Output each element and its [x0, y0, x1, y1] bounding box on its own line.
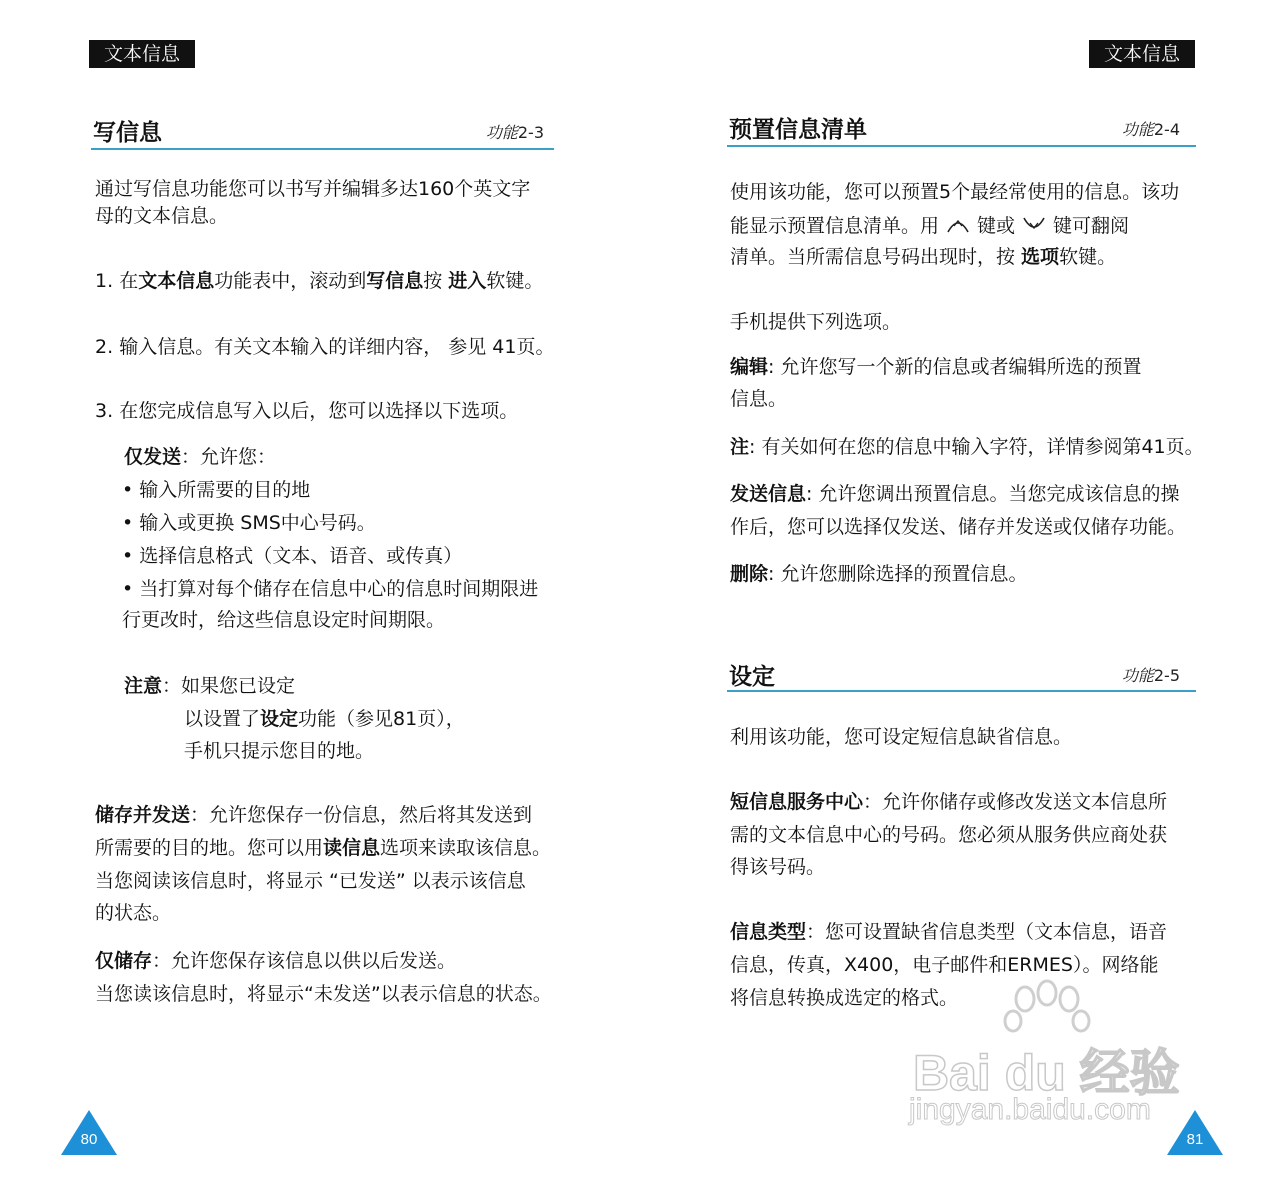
smsc-line-3: 得该号码。 — [730, 856, 826, 878]
options-intro: 手机提供下列选项。 — [730, 311, 902, 333]
intro-text: 清单。当所需信息号码出现时，按 — [730, 246, 1022, 268]
step-text: 软键。 — [486, 270, 544, 292]
intro-bold: 选项 — [1021, 246, 1060, 268]
send-only-bullet-1: • 输入所需要的目的地 — [122, 479, 311, 501]
note-line-3: 手机只提示您目的地。 — [184, 740, 375, 762]
send-only-bullet-4-cont: 行更改时，给这些信息设定时间期限。 — [122, 609, 446, 631]
delete-line — [730, 561, 1027, 587]
step-text: 在您完成信息写入以后，您可以选择以下选项。 — [119, 400, 519, 422]
intro-line-1: 通过写信息功能您可以书写并编辑多达160个英文字 — [95, 178, 531, 200]
step-bold: 进入 — [448, 270, 487, 292]
func-label: 功能 — [1121, 666, 1154, 685]
step-text: 功能表中，滚动到 — [214, 270, 367, 292]
store-send-line-4: 的状态。 — [95, 902, 172, 924]
watermark-url: jingyan.baidu.com — [909, 1093, 1151, 1126]
page-number-left: 80 — [80, 1131, 98, 1148]
send-only-bullet-2: • 输入或更换 SMS中心号码。 — [122, 512, 376, 534]
store-only-line-1 — [95, 948, 456, 974]
note-line-1 — [124, 673, 295, 699]
intro-text: 软键。 — [1059, 246, 1117, 268]
up-key-icon — [945, 212, 971, 238]
send-only-bullet-3: • 选择信息格式（文本、语音、或传真） — [122, 545, 463, 567]
note-text: ：如果您已设定 — [162, 675, 296, 697]
send-line-2: 作后，您可以选择仅发送、储存并发送或仅储存功能。 — [730, 516, 1187, 538]
delete-text: : 允许您删除选择的预置信息。 — [768, 563, 1028, 585]
send-line-1 — [730, 481, 1179, 507]
smsc-line-1 — [730, 789, 1167, 815]
store-send-text: ：允许您保存一份信息，然后将其发送到 — [190, 804, 533, 826]
store-send-bold: 读信息 — [323, 837, 381, 859]
edit-text: : 允许您写一个新的信息或者编辑所选的预置 — [768, 356, 1142, 378]
down-key-icon — [1021, 212, 1047, 238]
store-only-text: ：允许您保存该信息以供以后发送。 — [152, 950, 457, 972]
note-label: 注 — [730, 436, 750, 458]
step-text: 输入信息。有关文本输入的详细内容， 参见 41页。 — [119, 336, 555, 358]
intro-line-2: 母的文本信息。 — [95, 205, 229, 227]
send-label: 发送信息 — [730, 483, 807, 505]
send-only-desc: ：允许您： — [181, 446, 277, 468]
preset-intro-line-1: 使用该功能，您可以预置5个最经常使用的信息。该功 — [730, 181, 1180, 203]
func-label: 功能 — [485, 123, 518, 142]
preset-intro-line-3 — [730, 244, 1116, 270]
preset-intro-line-2 — [730, 212, 1129, 239]
delete-label: 删除 — [730, 563, 769, 585]
store-send-line-2 — [95, 835, 551, 861]
send-text: : 允许您调出预置信息。当您完成该信息的操 — [806, 483, 1180, 505]
section-title-write-message: 写信息 — [93, 120, 162, 146]
note-right — [730, 434, 1204, 460]
step-1 — [95, 268, 543, 294]
edit-label: 编辑 — [730, 356, 769, 378]
header-tag-right: 文本信息 — [1089, 40, 1195, 68]
step-number: 2. — [95, 336, 114, 358]
step-bold: 写信息 — [366, 270, 424, 292]
header-tag-left: 文本信息 — [89, 40, 195, 68]
function-number-2-3 — [440, 120, 544, 143]
note-label: 注意 — [124, 675, 163, 697]
msg-type-line-1 — [730, 919, 1167, 945]
smsc-text: ：允许你储存或修改发送文本信息所 — [863, 791, 1168, 813]
send-only-label: 仅发送 — [124, 446, 182, 468]
msg-type-label: 信息类型 — [730, 921, 807, 943]
step-number: 1. — [95, 270, 114, 292]
note-text: : 有关如何在您的信息中输入字符，详情参阅第41页。 — [749, 436, 1204, 458]
msg-type-line-3: 将信息转换成选定的格式。 — [730, 987, 959, 1009]
section-rule — [727, 690, 1196, 692]
function-number-2-4 — [1080, 117, 1180, 140]
step-2 — [95, 334, 554, 360]
store-only-line-2: 当您读该信息时，将显示“未发送”以表示信息的状态。 — [95, 983, 552, 1005]
step-text: 按 — [423, 270, 449, 292]
edit-line-2: 信息。 — [730, 388, 788, 410]
section-rule — [727, 145, 1196, 147]
send-only-heading — [124, 444, 276, 470]
step-number: 3. — [95, 400, 114, 422]
section-title-preset-messages: 预置信息清单 — [729, 117, 867, 143]
note-text: 功能（参见81页）， — [298, 708, 465, 730]
function-number-2-5 — [1080, 663, 1180, 686]
msg-type-text: ：您可设置缺省信息类型（文本信息，语音 — [806, 921, 1168, 943]
step-bold: 文本信息 — [138, 270, 215, 292]
intro-text: 键可翻阅 — [1053, 215, 1130, 237]
func-label: 功能 — [1121, 120, 1154, 139]
smsc-line-2: 需的文本信息中心的号码。您必须从服务供应商处获 — [730, 824, 1168, 846]
step-3 — [95, 398, 518, 424]
func-num: 2-4 — [1153, 120, 1180, 139]
store-only-label: 仅储存 — [95, 950, 153, 972]
section-rule — [91, 148, 554, 150]
edit-line-1 — [730, 354, 1141, 380]
section-title-settings: 设定 — [729, 664, 775, 690]
smsc-label: 短信息服务中心 — [730, 791, 864, 813]
note-text: 以设置了 — [184, 708, 261, 730]
baidu-watermark — [905, 975, 1205, 1135]
watermark-brand: Bai du 经验 — [913, 1045, 1180, 1101]
func-num: 2-3 — [517, 123, 544, 142]
msg-type-line-2: 信息，传真，X400，电子邮件和ERMES）。网络能 — [730, 954, 1159, 976]
store-send-text: 所需要的目的地。您可以用 — [95, 837, 324, 859]
store-send-line-1 — [95, 802, 532, 828]
settings-intro: 利用该功能，您可设定短信息缺省信息。 — [730, 726, 1073, 748]
intro-text: 能显示预置信息清单。用 — [730, 215, 940, 237]
func-num: 2-5 — [1153, 666, 1180, 685]
store-send-line-3: 当您阅读该信息时，将显示 “已发送” 以表示该信息 — [95, 870, 526, 892]
note-line-2 — [184, 706, 465, 732]
send-only-bullet-4: • 当打算对每个储存在信息中心的信息时间期限进 — [122, 578, 539, 600]
step-text: 在 — [119, 270, 139, 292]
store-send-label: 储存并发送 — [95, 804, 191, 826]
store-send-text: 选项来读取该信息。 — [380, 837, 552, 859]
intro-text: 键或 — [977, 215, 1016, 237]
page-number-right: 81 — [1186, 1131, 1204, 1148]
note-bold: 设定 — [260, 708, 299, 730]
